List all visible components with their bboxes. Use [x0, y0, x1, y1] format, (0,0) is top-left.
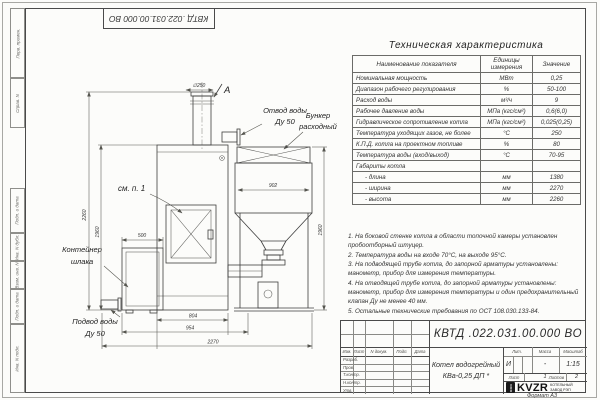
table-cell: - ширина — [353, 183, 481, 194]
slag-container-label: Контейнер — [62, 245, 102, 254]
margin-field-label: Инв. N дубл. — [15, 233, 20, 261]
table-cell: 0,25 — [533, 73, 581, 84]
scale-value: 1:15 — [566, 361, 580, 368]
table-cell: м³/ч — [481, 95, 533, 106]
dim-2260: 2260 — [82, 209, 88, 221]
margin-field-podp-data-1 — [10, 188, 25, 233]
inlet-water-label: Ду 50 — [85, 329, 105, 338]
tb-row-prov: Пров. — [343, 364, 355, 370]
bunker-label: Бункер — [305, 111, 331, 120]
company-prefix: ООО — [508, 383, 513, 392]
table-cell: 1380 — [533, 172, 581, 183]
table-cell: МПа (кгс/см²) — [481, 117, 533, 128]
technical-notes — [348, 233, 584, 332]
margin-field-label: Перв. примен. — [15, 28, 21, 58]
margin-field-podp-data-2 — [10, 289, 25, 324]
table-cell: 80 — [533, 139, 581, 150]
dim-954: 954 — [185, 325, 195, 332]
table-cell: 2260 — [533, 194, 581, 205]
table-cell: - высота — [353, 194, 481, 205]
table-cell: Номинальная мощность — [353, 73, 481, 84]
tb-col-data: Дата — [414, 349, 426, 354]
spec-table — [352, 55, 581, 205]
table-cell: Температура воды (вход/выход) — [353, 150, 481, 161]
outlet-water-label: Ду 50 — [275, 117, 295, 126]
table-cell: 70-95 — [533, 150, 581, 161]
table-cell: 0,6(6,0) — [533, 106, 581, 117]
tb-row-nkontr: Н.контр. — [343, 380, 361, 386]
table-row — [353, 95, 581, 106]
table-cell: 50-100 — [533, 84, 581, 95]
margin-field-inv-podl — [10, 324, 25, 393]
margin-field-label: Инв. N подл. — [15, 345, 20, 372]
table-row — [353, 194, 581, 205]
note-item: 1. На боковой стенке котла в области топочной камеры установлен пробоотборный штуцер. — [348, 233, 558, 249]
note-item: 3. На подводящей трубе котла, до запорной арматуры установлены: манометр, прибор для измерения температуры. — [348, 261, 559, 278]
spec-header-row — [353, 56, 581, 73]
outlet-water-label: Отвод воды — [263, 106, 307, 115]
sheets-label: Листов — [548, 374, 564, 380]
sheet-value: 1 — [543, 374, 547, 380]
table-row — [353, 73, 581, 84]
table-cell: Габариты котла — [353, 161, 481, 172]
sheets-value: 2 — [574, 374, 579, 380]
dim-1960-right: 1960 — [318, 224, 324, 236]
margin-field-inv-dubl — [10, 233, 25, 261]
table-cell: МПа (кгс/см²) — [481, 106, 533, 117]
table-cell: 0,025(0,25) — [533, 117, 581, 128]
table-row — [353, 128, 581, 139]
bunker-label: расходный — [299, 122, 337, 131]
table-cell: мм — [481, 183, 533, 194]
dim-500: 500 — [137, 233, 147, 239]
title-block-designation: КВТД .022.031.00.000 ВО — [433, 328, 583, 340]
spec-section — [352, 40, 580, 205]
spec-header-value: Значение — [533, 56, 581, 73]
tb-row-tkontr: Т.контр. — [343, 372, 360, 378]
company-logo: KVZR — [517, 381, 549, 394]
title-block — [340, 320, 586, 393]
table-cell: % — [481, 84, 533, 95]
section-mark-label: А — [224, 85, 231, 96]
spec-table-title: Техническая характеристика — [388, 40, 544, 51]
table-cell: 250 — [533, 128, 581, 139]
table-cell: МВт — [481, 73, 533, 84]
company-prefix-box — [506, 382, 515, 393]
table-row — [353, 183, 581, 194]
margin-field-label: Взам. инв. N — [15, 261, 20, 289]
table-cell: °С — [481, 150, 533, 161]
table-row — [353, 172, 581, 183]
margin-field-label: Подп. и дата — [15, 292, 21, 321]
top-rotated-designation — [103, 8, 215, 29]
tb-col-list: Лист — [353, 349, 365, 354]
scale-label: Масштаб — [563, 349, 583, 354]
table-cell: % — [481, 139, 533, 150]
table-cell: 2270 — [533, 183, 581, 194]
table-cell: Рабочее давление воды — [353, 106, 481, 117]
margin-field-perv-primen — [10, 8, 25, 78]
document-name — [430, 348, 502, 393]
margin-field-label: Справ. N — [15, 93, 20, 113]
tb-row-utv: Утв. — [343, 387, 353, 393]
document-name-line1: Котел водогрейный — [431, 359, 501, 369]
dim-902: 902 — [268, 183, 278, 189]
company-name-line2: ЗАВОД РЭП — [550, 387, 571, 392]
mass-value: - — [543, 361, 547, 368]
spec-header-name: Наименование показателя — [353, 56, 481, 73]
slag-container-label: шлака — [70, 257, 94, 266]
tb-col-izm: Изм. — [342, 349, 352, 354]
table-cell: мм — [481, 194, 533, 205]
table-cell — [533, 161, 581, 172]
sheet-label: Лист — [508, 374, 520, 380]
note-item: 2. Температура воды на входе 70°С, на выходе 95°С. — [348, 251, 507, 259]
company-name-line1: КОТЕЛЬНЫЙ — [550, 383, 573, 388]
note-item: 5. Остальные технические требования по ОСТ 108.030.133-84. — [348, 307, 540, 315]
table-cell: - длина — [353, 172, 481, 183]
inlet-water-label: Подвод воды — [72, 317, 118, 326]
table-row — [353, 161, 581, 172]
top-designation-text: КВТД .022.031.00.000 ВО — [109, 13, 209, 24]
diameter-label: ∅250 — [192, 83, 206, 89]
margin-field-vzam-inv — [10, 261, 25, 289]
company-name — [550, 383, 573, 392]
see-note-label: см. п. 1 — [118, 184, 146, 193]
lit-value: И — [505, 361, 511, 368]
tb-col-ndokum: N докум. — [370, 349, 388, 354]
margin-field-sprav-n — [10, 78, 25, 128]
table-row — [353, 139, 581, 150]
document-name-line2: КВа-0,25 ДП * — [442, 370, 490, 380]
table-row — [353, 117, 581, 128]
dim-2270: 2270 — [207, 339, 219, 346]
table-cell: Расход воды — [353, 95, 481, 106]
dim-1960-left: 1960 — [95, 226, 101, 238]
mass-label: Масса — [538, 349, 552, 354]
table-cell: Температура уходящих газов, не более — [353, 128, 481, 139]
tb-col-podp: Подп. — [396, 349, 408, 354]
note-item: 4. На отводящей трубе котла, до запорной арматуры установлены: манометр, прибор для измерения температуры и один предохранительный клапан Ду не менее 40 мм. — [348, 280, 579, 305]
dim-804: 804 — [188, 313, 198, 320]
table-row — [353, 84, 581, 95]
format-label: Формат А3 — [526, 393, 558, 399]
table-cell: Диапазон рабочего регулирования — [353, 84, 481, 95]
table-cell: мм — [481, 172, 533, 183]
table-row — [353, 106, 581, 117]
lit-label: Лит. — [512, 349, 522, 354]
table-row — [353, 150, 581, 161]
tb-row-razrab: Разраб. — [343, 357, 359, 363]
table-cell: °С — [481, 128, 533, 139]
table-cell: К.П.Д. котла на проектном топливе — [353, 139, 481, 150]
spec-header-units: Единицы измерения — [481, 56, 533, 73]
table-cell: 9 — [533, 95, 581, 106]
table-cell: Гидравлическое сопротивление котла — [353, 117, 481, 128]
margin-field-label: Подп. и дата — [15, 196, 21, 225]
table-cell — [481, 161, 533, 172]
